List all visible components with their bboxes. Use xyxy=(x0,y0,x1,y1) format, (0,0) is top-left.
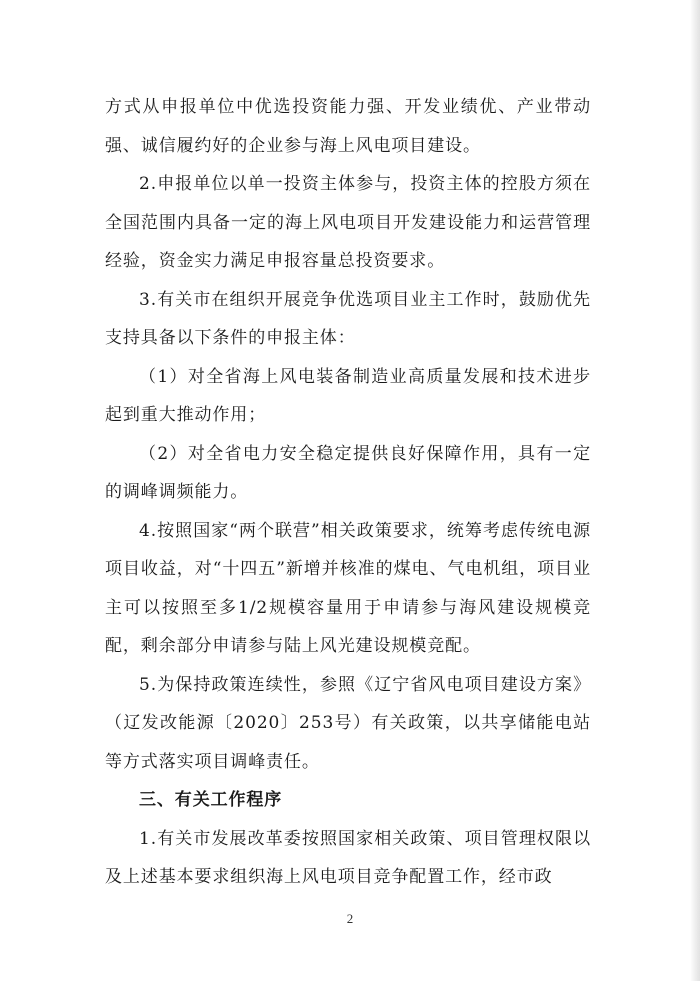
paragraph-continuation: 方式从申报单位中优选投资能力强、开发业绩优、产业带动强、诚信履约好的企业参与海上风电项目建设。 xyxy=(105,97,591,156)
paragraph-subitem-1: （1）对全省海上风电装备制造业高质量发展和技术进步起到重大推动作用； xyxy=(105,366,591,425)
document-body xyxy=(105,88,591,897)
paragraph-item-4: 4.按照国家“两个联营”相关政策要求，统筹考虑传统电源项目收益，对“十四五”新增并核准的煤电、气电机组，项目业主可以按照至多1/2规模容量用于申请参与海风建设规模竞配，剩余部分申请参与陆上风光建设规模竞配。 xyxy=(105,520,591,656)
paragraph-subitem-2: （2）对全省电力安全稳定提供良好保障作用，具有一定的调峰调频能力。 xyxy=(105,443,591,502)
paragraph-item-3: 3.有关市在组织开展竞争优选项目业主工作时，鼓励优先支持具备以下条件的申报主体： xyxy=(105,289,591,348)
paragraph-procedure-1: 1.有关市发展改革委按照国家相关政策、项目管理权限以及上述基本要求组织海上风电项目竞争配置工作，经市政 xyxy=(105,828,591,887)
section-heading: 三、有关工作程序 xyxy=(139,790,283,810)
scan-page-edge xyxy=(690,0,700,981)
paragraph-item-2: 2.申报单位以单一投资主体参与，投资主体的控股方须在全国范围内具备一定的海上风电项目开发建设能力和运营管理经验，资金实力满足申报容量总投资要求。 xyxy=(105,174,591,271)
paragraph-item-5: 5.为保持政策连续性，参照《辽宁省风电项目建设方案》（辽发改能源〔2020〕253号）有关政策，以共享储能电站等方式落实项目调峰责任。 xyxy=(105,674,591,772)
page-number: 2 xyxy=(346,911,354,926)
